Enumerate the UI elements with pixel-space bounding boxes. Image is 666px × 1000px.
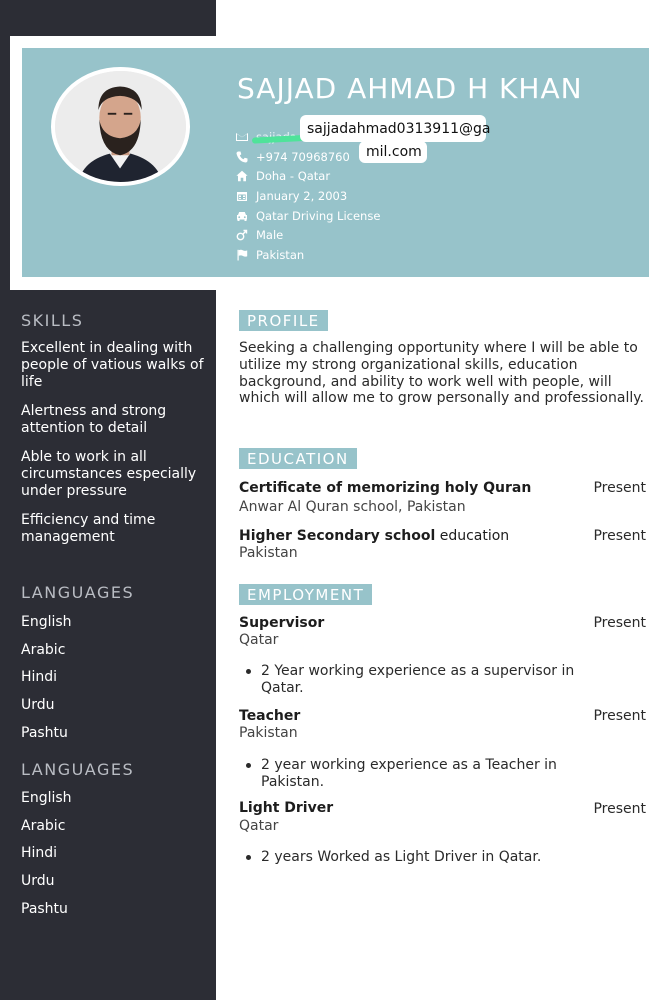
job-title: Light Driver — [239, 800, 334, 816]
job-description: 2 year working experience as a Teacher in Pakistan. — [244, 757, 604, 791]
languages-heading: LANGUAGES — [21, 583, 135, 602]
language-item: Pashtu — [21, 724, 68, 741]
job-location: Qatar — [239, 818, 279, 834]
education-title: Certificate of memorizing holy Quran — [239, 480, 532, 496]
job-description: 2 Year working experience as a supervisor in Qatar. — [244, 663, 604, 697]
languages-list-duplicate — [21, 790, 72, 928]
skill-item: Able to work in all circumstances especially under pressure — [21, 449, 197, 499]
job-date: Present — [593, 615, 646, 631]
education-date: Present — [593, 480, 646, 496]
education-title: Higher Secondary school education — [239, 528, 510, 544]
education-school: Anwar Al Quran school, Pakistan — [239, 499, 466, 515]
email-overlay-line2: mil.com — [359, 141, 427, 163]
job-date: Present — [593, 801, 646, 817]
employment-heading: EMPLOYMENT — [239, 584, 372, 605]
job-location: Pakistan — [239, 725, 298, 741]
job-title: Supervisor — [239, 615, 325, 631]
car-icon — [236, 210, 256, 222]
job-title: Teacher — [239, 708, 301, 724]
languages-list — [21, 614, 72, 752]
education-school: Pakistan — [239, 545, 298, 561]
contact-driving-license: Qatar Driving License — [236, 206, 380, 226]
language-item: Arabic — [21, 641, 66, 658]
education-heading: EDUCATION — [239, 448, 357, 469]
language-item: Pashtu — [21, 900, 68, 917]
education-date: Present — [593, 528, 646, 544]
profile-heading: PROFILE — [239, 310, 328, 331]
skill-item: Efficiency and time management — [21, 512, 156, 545]
flag-icon — [236, 249, 256, 261]
gender-icon — [236, 229, 256, 241]
email-overlay-line1: sajjadahmad0313911@ga — [300, 115, 486, 142]
contact-phone: +974 70968760 — [236, 147, 380, 167]
language-item: Urdu — [21, 873, 55, 890]
language-item: English — [21, 614, 72, 630]
profile-text: Seeking a challenging opportunity where I will be able to utilize my strong organizational skills, education background, and ability to work well with people, will which will allow me to grow personally and professionally. — [239, 340, 644, 407]
phone-icon — [236, 151, 256, 163]
skill-item: Excellent in dealing with people of vatious walks of life — [21, 340, 204, 390]
languages-heading-duplicate: LANGUAGES — [21, 760, 135, 779]
contact-gender: Male — [236, 225, 380, 245]
language-item: English — [21, 790, 72, 806]
candidate-name: SAJJAD AHMAD H KHAN — [237, 72, 583, 105]
language-item: Hindi — [21, 669, 58, 686]
language-item: Hindi — [21, 845, 58, 862]
skills-list — [21, 340, 211, 558]
home-icon — [236, 170, 256, 182]
contact-birthdate: January 2, 2003 — [236, 186, 380, 206]
calendar-icon — [236, 190, 256, 202]
contact-nationality: Pakistan — [236, 245, 380, 265]
language-item: Urdu — [21, 697, 55, 714]
job-location: Qatar — [239, 632, 279, 648]
language-item: Arabic — [21, 817, 66, 834]
profile-photo — [51, 67, 190, 186]
skills-heading: SKILLS — [21, 311, 84, 330]
skill-item: Alertness and strong attention to detail — [21, 403, 167, 436]
job-date: Present — [593, 708, 646, 724]
job-description: 2 years Worked as Light Driver in Qatar. — [244, 849, 604, 866]
contact-location: Doha - Qatar — [236, 166, 380, 186]
